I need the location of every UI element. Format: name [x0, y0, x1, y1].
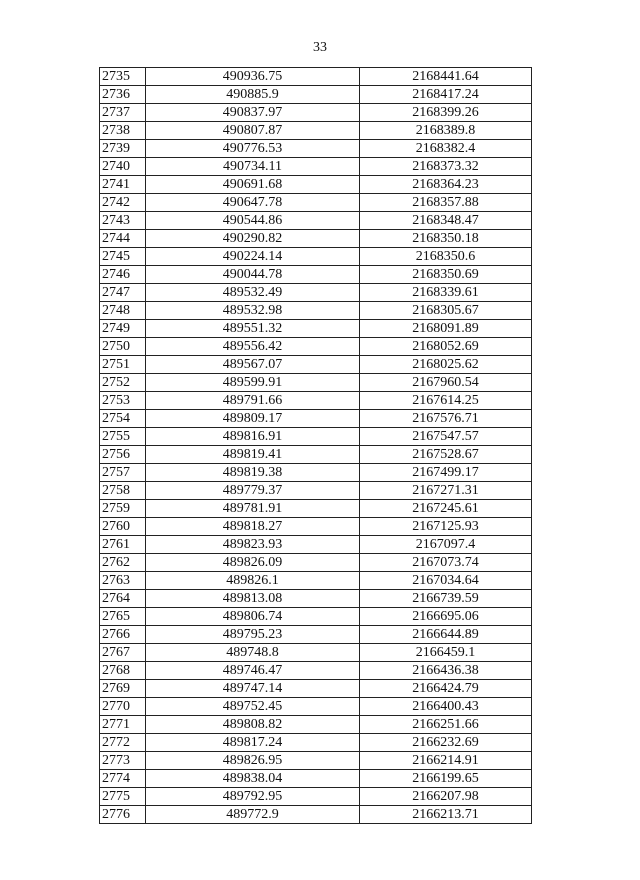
point-number-cell: 2772: [100, 734, 146, 752]
x-coordinate-cell: 489795.23: [146, 626, 360, 644]
y-coordinate-cell: 2167125.93: [360, 518, 532, 536]
page-number: 33: [313, 40, 327, 55]
table-row: [100, 608, 532, 626]
table-row: [100, 428, 532, 446]
y-coordinate-cell: 2168025.62: [360, 356, 532, 374]
x-coordinate-cell: 489826.95: [146, 752, 360, 770]
table-row: [100, 788, 532, 806]
x-coordinate-cell: 490885.9: [146, 86, 360, 104]
coordinates-table-body: [100, 68, 532, 824]
y-coordinate-cell: 2168382.4: [360, 140, 532, 158]
y-coordinate-cell: 2166199.65: [360, 770, 532, 788]
point-number-cell: 2742: [100, 194, 146, 212]
x-coordinate-cell: 490691.68: [146, 176, 360, 194]
point-number-cell: 2755: [100, 428, 146, 446]
point-number-cell: 2765: [100, 608, 146, 626]
x-coordinate-cell: 490734.11: [146, 158, 360, 176]
point-number-cell: 2773: [100, 752, 146, 770]
table-row: [100, 374, 532, 392]
y-coordinate-cell: 2167547.57: [360, 428, 532, 446]
x-coordinate-cell: 489813.08: [146, 590, 360, 608]
y-coordinate-cell: 2168417.24: [360, 86, 532, 104]
point-number-cell: 2759: [100, 500, 146, 518]
x-coordinate-cell: 490544.86: [146, 212, 360, 230]
x-coordinate-cell: 489819.41: [146, 446, 360, 464]
table-row: [100, 248, 532, 266]
x-coordinate-cell: 489752.45: [146, 698, 360, 716]
x-coordinate-cell: 490224.14: [146, 248, 360, 266]
y-coordinate-cell: 2168091.89: [360, 320, 532, 338]
table-row: [100, 572, 532, 590]
x-coordinate-cell: 490044.78: [146, 266, 360, 284]
x-coordinate-cell: 489792.95: [146, 788, 360, 806]
table-row: [100, 770, 532, 788]
x-coordinate-cell: 490776.53: [146, 140, 360, 158]
table-row: [100, 410, 532, 428]
table-row: [100, 320, 532, 338]
point-number-cell: 2762: [100, 554, 146, 572]
y-coordinate-cell: 2167097.4: [360, 536, 532, 554]
point-number-cell: 2764: [100, 590, 146, 608]
point-number-cell: 2736: [100, 86, 146, 104]
point-number-cell: 2743: [100, 212, 146, 230]
y-coordinate-cell: 2166400.43: [360, 698, 532, 716]
x-coordinate-cell: 489819.38: [146, 464, 360, 482]
x-coordinate-cell: 490290.82: [146, 230, 360, 248]
table-row: [100, 644, 532, 662]
x-coordinate-cell: 489838.04: [146, 770, 360, 788]
y-coordinate-cell: 2167960.54: [360, 374, 532, 392]
y-coordinate-cell: 2167271.31: [360, 482, 532, 500]
y-coordinate-cell: 2167034.64: [360, 572, 532, 590]
point-number-cell: 2735: [100, 68, 146, 86]
table-row: [100, 716, 532, 734]
x-coordinate-cell: 489806.74: [146, 608, 360, 626]
table-row: [100, 176, 532, 194]
table-row: [100, 698, 532, 716]
point-number-cell: 2776: [100, 806, 146, 824]
x-coordinate-cell: 489781.91: [146, 500, 360, 518]
y-coordinate-cell: 2167073.74: [360, 554, 532, 572]
y-coordinate-cell: 2166739.59: [360, 590, 532, 608]
y-coordinate-cell: 2168350.6: [360, 248, 532, 266]
table-row: [100, 122, 532, 140]
y-coordinate-cell: 2167576.71: [360, 410, 532, 428]
x-coordinate-cell: 489826.09: [146, 554, 360, 572]
y-coordinate-cell: 2168350.69: [360, 266, 532, 284]
x-coordinate-cell: 489816.91: [146, 428, 360, 446]
y-coordinate-cell: 2168339.61: [360, 284, 532, 302]
y-coordinate-cell: 2168399.26: [360, 104, 532, 122]
point-number-cell: 2740: [100, 158, 146, 176]
y-coordinate-cell: 2167499.17: [360, 464, 532, 482]
point-number-cell: 2747: [100, 284, 146, 302]
y-coordinate-cell: 2166424.79: [360, 680, 532, 698]
table-row: [100, 752, 532, 770]
x-coordinate-cell: 489779.37: [146, 482, 360, 500]
x-coordinate-cell: 489532.49: [146, 284, 360, 302]
table-row: [100, 734, 532, 752]
y-coordinate-cell: 2166213.71: [360, 806, 532, 824]
y-coordinate-cell: 2168364.23: [360, 176, 532, 194]
table-row: [100, 338, 532, 356]
x-coordinate-cell: 489817.24: [146, 734, 360, 752]
point-number-cell: 2752: [100, 374, 146, 392]
point-number-cell: 2744: [100, 230, 146, 248]
x-coordinate-cell: 489772.9: [146, 806, 360, 824]
x-coordinate-cell: 489791.66: [146, 392, 360, 410]
table-row: [100, 68, 532, 86]
point-number-cell: 2753: [100, 392, 146, 410]
table-row: [100, 464, 532, 482]
point-number-cell: 2760: [100, 518, 146, 536]
point-number-cell: 2749: [100, 320, 146, 338]
y-coordinate-cell: 2168348.47: [360, 212, 532, 230]
table-row: [100, 662, 532, 680]
y-coordinate-cell: 2168357.88: [360, 194, 532, 212]
x-coordinate-cell: 489532.98: [146, 302, 360, 320]
x-coordinate-cell: 489826.1: [146, 572, 360, 590]
point-number-cell: 2737: [100, 104, 146, 122]
x-coordinate-cell: 490807.87: [146, 122, 360, 140]
x-coordinate-cell: 489809.17: [146, 410, 360, 428]
y-coordinate-cell: 2166232.69: [360, 734, 532, 752]
table-row: [100, 500, 532, 518]
x-coordinate-cell: 490837.97: [146, 104, 360, 122]
y-coordinate-cell: 2166214.91: [360, 752, 532, 770]
x-coordinate-cell: 489747.14: [146, 680, 360, 698]
point-number-cell: 2746: [100, 266, 146, 284]
table-row: [100, 554, 532, 572]
table-row: [100, 302, 532, 320]
table-row: [100, 392, 532, 410]
point-number-cell: 2771: [100, 716, 146, 734]
table-row: [100, 806, 532, 824]
point-number-cell: 2741: [100, 176, 146, 194]
x-coordinate-cell: 489599.91: [146, 374, 360, 392]
table-row: [100, 230, 532, 248]
table-row: [100, 212, 532, 230]
table-row: [100, 140, 532, 158]
point-number-cell: 2739: [100, 140, 146, 158]
table-row: [100, 356, 532, 374]
table-row: [100, 446, 532, 464]
x-coordinate-cell: 489567.07: [146, 356, 360, 374]
table-row: [100, 266, 532, 284]
point-number-cell: 2757: [100, 464, 146, 482]
point-number-cell: 2754: [100, 410, 146, 428]
y-coordinate-cell: 2168350.18: [360, 230, 532, 248]
point-number-cell: 2770: [100, 698, 146, 716]
point-number-cell: 2750: [100, 338, 146, 356]
point-number-cell: 2767: [100, 644, 146, 662]
coordinates-table: [99, 67, 532, 824]
y-coordinate-cell: 2168305.67: [360, 302, 532, 320]
x-coordinate-cell: 489746.47: [146, 662, 360, 680]
point-number-cell: 2751: [100, 356, 146, 374]
y-coordinate-cell: 2167528.67: [360, 446, 532, 464]
table-row: [100, 518, 532, 536]
point-number-cell: 2768: [100, 662, 146, 680]
table-row: [100, 626, 532, 644]
x-coordinate-cell: 490936.75: [146, 68, 360, 86]
table-row: [100, 680, 532, 698]
y-coordinate-cell: 2166251.66: [360, 716, 532, 734]
point-number-cell: 2758: [100, 482, 146, 500]
point-number-cell: 2745: [100, 248, 146, 266]
x-coordinate-cell: 489556.42: [146, 338, 360, 356]
y-coordinate-cell: 2168389.8: [360, 122, 532, 140]
y-coordinate-cell: 2166207.98: [360, 788, 532, 806]
x-coordinate-cell: 489823.93: [146, 536, 360, 554]
table-row: [100, 158, 532, 176]
point-number-cell: 2756: [100, 446, 146, 464]
table-row: [100, 482, 532, 500]
x-coordinate-cell: 490647.78: [146, 194, 360, 212]
point-number-cell: 2763: [100, 572, 146, 590]
x-coordinate-cell: 489551.32: [146, 320, 360, 338]
table-row: [100, 284, 532, 302]
point-number-cell: 2774: [100, 770, 146, 788]
point-number-cell: 2775: [100, 788, 146, 806]
table-row: [100, 104, 532, 122]
y-coordinate-cell: 2166436.38: [360, 662, 532, 680]
y-coordinate-cell: 2166695.06: [360, 608, 532, 626]
table-row: [100, 86, 532, 104]
point-number-cell: 2766: [100, 626, 146, 644]
x-coordinate-cell: 489818.27: [146, 518, 360, 536]
y-coordinate-cell: 2167245.61: [360, 500, 532, 518]
point-number-cell: 2738: [100, 122, 146, 140]
y-coordinate-cell: 2167614.25: [360, 392, 532, 410]
table-row: [100, 194, 532, 212]
table-row: [100, 590, 532, 608]
y-coordinate-cell: 2166459.1: [360, 644, 532, 662]
y-coordinate-cell: 2166644.89: [360, 626, 532, 644]
x-coordinate-cell: 489748.8: [146, 644, 360, 662]
table-row: [100, 536, 532, 554]
y-coordinate-cell: 2168441.64: [360, 68, 532, 86]
y-coordinate-cell: 2168052.69: [360, 338, 532, 356]
point-number-cell: 2748: [100, 302, 146, 320]
point-number-cell: 2769: [100, 680, 146, 698]
x-coordinate-cell: 489808.82: [146, 716, 360, 734]
y-coordinate-cell: 2168373.32: [360, 158, 532, 176]
point-number-cell: 2761: [100, 536, 146, 554]
